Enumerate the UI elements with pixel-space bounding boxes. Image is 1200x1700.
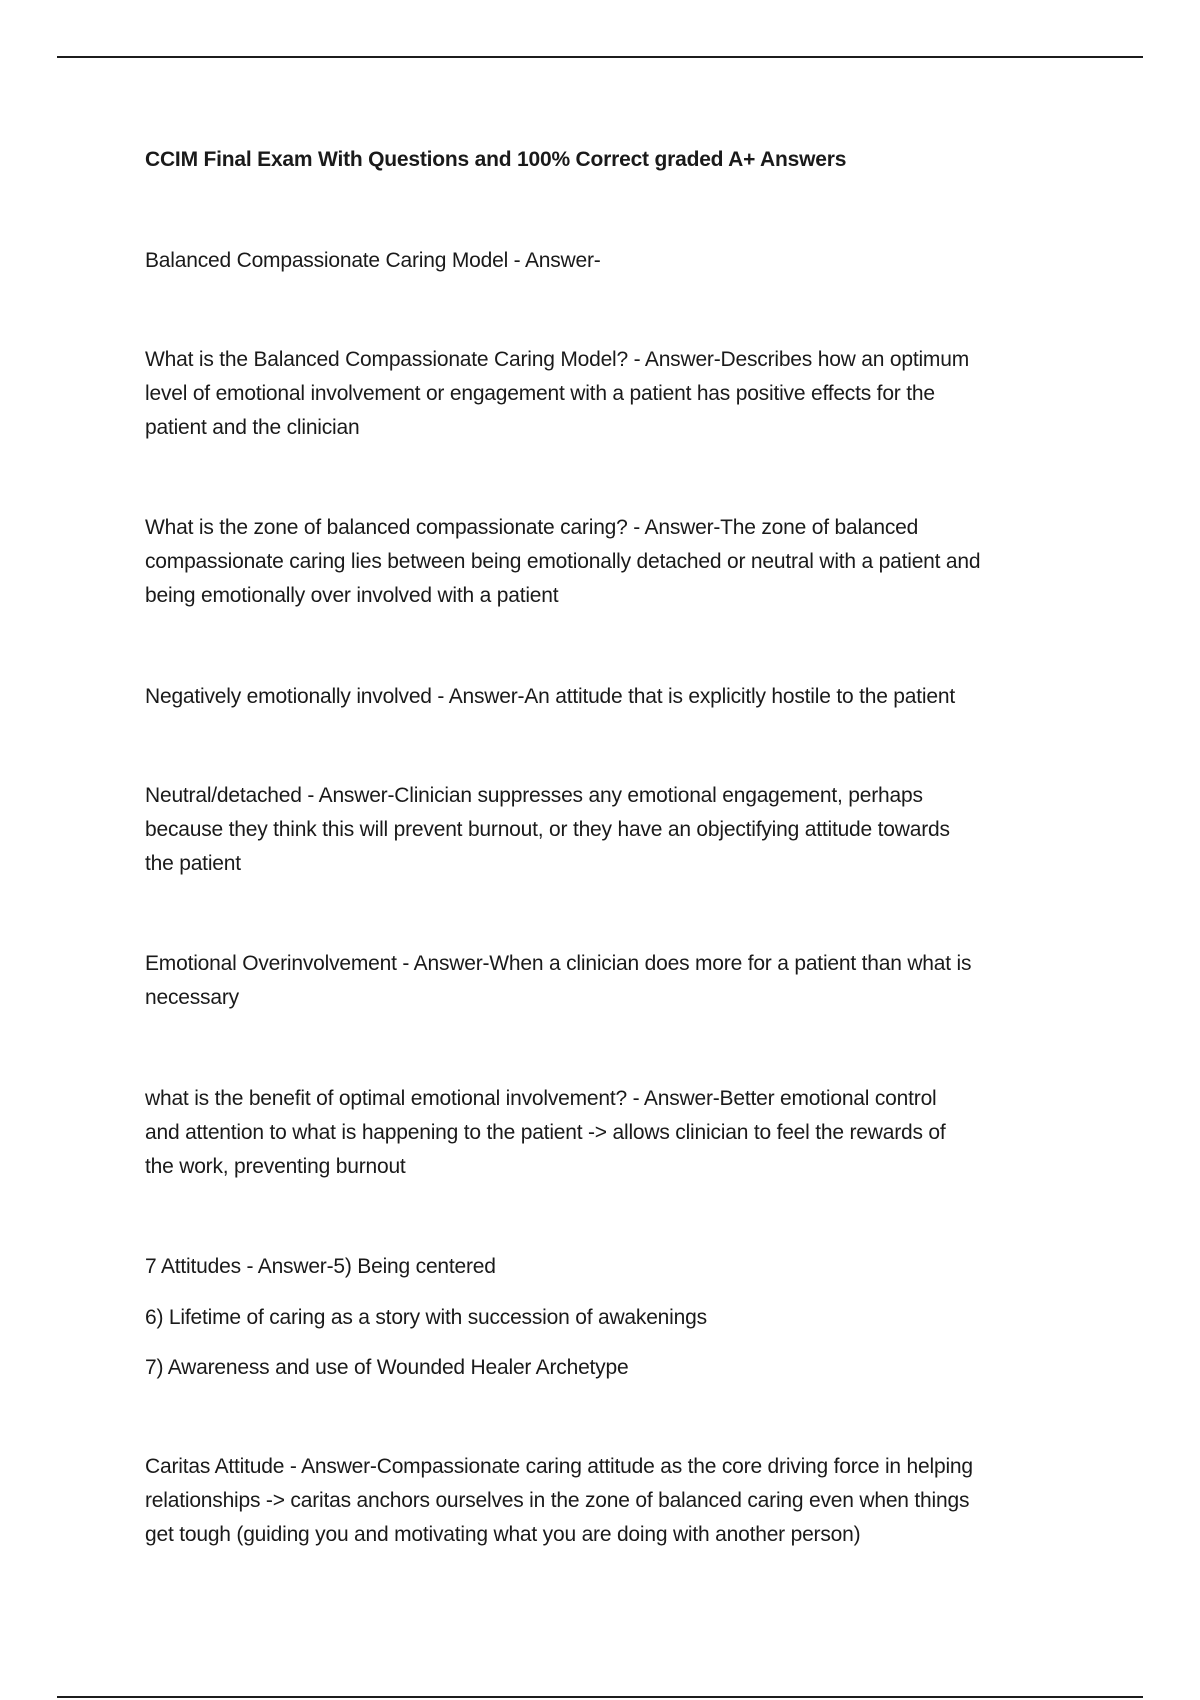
entry-line: 6) Lifetime of caring as a story with succession of awakenings	[145, 1306, 707, 1329]
entry-what-is-model	[145, 343, 1065, 445]
entry-line: what is the benefit of optimal emotional involvement? - Answer-Better emotional control	[145, 1087, 937, 1110]
entry-7-attitudes	[145, 1250, 1065, 1284]
entry-neutral-detached	[145, 779, 1065, 881]
entry-overinvolvement	[145, 947, 1065, 1015]
entry-line: compassionate caring lies between being emotionally detached or neutral with a patient and	[145, 550, 981, 573]
entry-negatively-involved	[145, 680, 1065, 714]
document-title	[145, 143, 1065, 177]
entry-balanced-model	[145, 244, 1065, 278]
entry-line: relationships -> caritas anchors ourselves in the zone of balanced caring even when things	[145, 1489, 970, 1512]
entry-line: Emotional Overinvolvement - Answer-When a clinician does more for a patient than what is	[145, 952, 972, 975]
entry-line: What is the zone of balanced compassionate caring? - Answer-The zone of balanced	[145, 516, 919, 539]
entry-line: because they think this will prevent burnout, or they have an objectifying attitude towards	[145, 818, 950, 841]
entry-line: 7) Awareness and use of Wounded Healer Archetype	[145, 1356, 629, 1379]
entry-line: What is the Balanced Compassionate Caring Model? - Answer-Describes how an optimum	[145, 348, 969, 371]
entry-line: 7 Attitudes - Answer-5) Being centered	[145, 1255, 496, 1278]
entry-line: the work, preventing burnout	[145, 1155, 406, 1178]
bottom-divider	[57, 1696, 1143, 1698]
entry-line: and attention to what is happening to the patient -> allows clinician to feel the rewards of	[145, 1121, 946, 1144]
entry-caritas	[145, 1450, 1065, 1552]
title-line: CCIM Final Exam With Questions and 100% Correct graded A+ Answers	[145, 148, 847, 171]
entry-line: Balanced Compassionate Caring Model - Answer-	[145, 249, 601, 272]
entry-attitude-7	[145, 1351, 1065, 1385]
entry-zone	[145, 511, 1065, 613]
entry-benefit	[145, 1082, 1065, 1184]
entry-line: Caritas Attitude - Answer-Compassionate caring attitude as the core driving force in helping	[145, 1455, 973, 1478]
entry-line: level of emotional involvement or engagement with a patient has positive effects for the	[145, 382, 935, 405]
entry-line: get tough (guiding you and motivating what you are doing with another person)	[145, 1523, 861, 1546]
entry-line: being emotionally over involved with a patient	[145, 584, 559, 607]
entry-line: Negatively emotionally involved - Answer-An attitude that is explicitly hostile to the patient	[145, 685, 955, 708]
entry-line: Neutral/detached - Answer-Clinician suppresses any emotional engagement, perhaps	[145, 784, 923, 807]
entry-line: the patient	[145, 852, 241, 875]
entry-line: necessary	[145, 986, 239, 1009]
entry-attitude-6	[145, 1301, 1065, 1335]
entry-line: patient and the clinician	[145, 416, 360, 439]
